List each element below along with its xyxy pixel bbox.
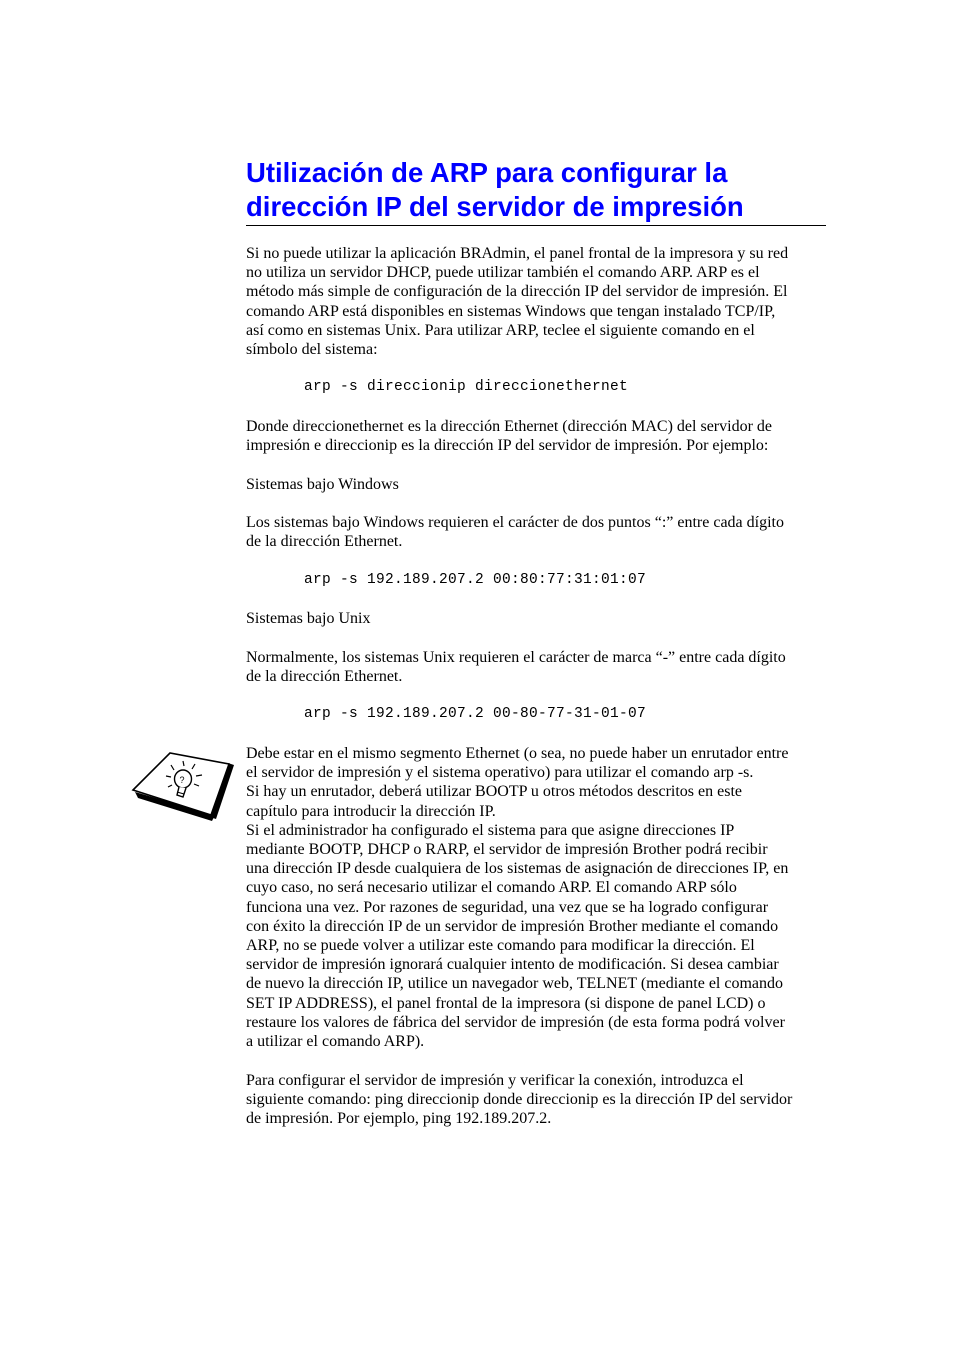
text-line: capítulo para introducir la dirección IP. (246, 802, 496, 820)
text-line: con éxito la dirección IP de un servidor de impresión Brother mediante el comando (246, 917, 779, 935)
text-line: impresión e direccionip es la dirección IP del servidor de impresión. Por ejemplo: (246, 437, 769, 455)
command-windows: arp -s 192.189.207.2 00:80:77:31:01:07 (304, 572, 647, 588)
text-line: de nuevo la dirección IP, utilice un navegador web, TELNET (mediante el comando (246, 975, 784, 993)
text-line: mediante BOOTP, DHCP o RARP, el servidor de impresión Brother podrá recibir (246, 841, 768, 859)
text-line: el servidor de impresión y el sistema operativo) para utilizar el comando arp -s. (246, 764, 754, 782)
intro-paragraph (246, 244, 826, 359)
lightbulb-hint-icon (130, 745, 234, 823)
text-line: servidor de impresión ignorará cualquier intento de modificación. Si desea cambiar (246, 956, 779, 974)
svg-text:?: ? (179, 775, 185, 785)
command-unix: arp -s 192.189.207.2 00-80-77-31-01-07 (304, 706, 647, 722)
text-line: ARP, no se puede volver a utilizar este comando para modificar la dirección. El (246, 937, 755, 955)
text-line: Si el administrador ha configurado el sistema para que asigne direcciones IP (246, 821, 735, 839)
note-paragraph (246, 744, 826, 1051)
text-line: comando ARP está disponibles en sistemas Windows que tengan instalado TCP/IP, (246, 302, 776, 320)
text-line: Si hay un enrutador, deberá utilizar BOOTP u otros métodos descritos en este (246, 783, 742, 801)
text-line: funciona una vez. Por razones de seguridad, una vez que se ha logrado configurar (246, 898, 769, 916)
text-line: de la dirección Ethernet. (246, 533, 403, 551)
text-line: método más simple de configuración de la dirección IP del servidor de impresión. El (246, 283, 788, 301)
text-line: Normalmente, los sistemas Unix requieren el carácter de marca “-” entre cada dígito (246, 649, 786, 666)
text-line: de impresión. Por ejemplo, ping 192.189.207.2. (246, 1110, 552, 1128)
text-line: una dirección IP desde cualquiera de los sistemas de asignación de direcciones IP, en (246, 860, 789, 878)
text-line: no utiliza un servidor DHCP, puede utilizar también el comando ARP. ARP es el (246, 264, 760, 282)
page-title-line-2: dirección IP del servidor de impresión (246, 191, 744, 222)
unix-paragraph (246, 648, 826, 686)
text-line: Para configurar el servidor de impresión y verificar la conexión, introduzca el (246, 1072, 744, 1089)
text-line: siguiente comando: ping direccionip donde direccionip es la dirección IP del servidor (246, 1091, 793, 1109)
page-title-line-1: Utilización de ARP para configurar la (246, 157, 728, 188)
text-line: a utilizar el comando ARP). (246, 1033, 425, 1051)
text-line: SET IP ADDRESS), el panel frontal de la impresora (si dispone de panel LCD) o (246, 994, 766, 1012)
text-line: Si no puede utilizar la aplicación BRAdmin, el panel frontal de la impresora y su red (246, 245, 789, 262)
text-line: de la dirección Ethernet. (246, 668, 403, 686)
text-line: restaure los valores de fábrica del servidor de impresión (de esta forma podrá volver (246, 1013, 785, 1031)
command-generic: arp -s direccionip direccionethernet (304, 379, 629, 395)
page-title (246, 156, 826, 226)
text-line: Debe estar en el mismo segmento Ethernet (o sea, no puede haber un enrutador entre (246, 745, 789, 762)
text-line: así como en sistemas Unix. Para utilizar ARP, teclee el siguiente comando en el (246, 321, 755, 339)
unix-heading: Sistemas bajo Unix (246, 610, 371, 627)
windows-paragraph (246, 513, 826, 551)
explanation-paragraph (246, 417, 826, 455)
text-line: símbolo del sistema: (246, 341, 378, 359)
text-line: cuyo caso, no será necesario utilizar el comando ARP. El comando ARP sólo (246, 879, 737, 897)
text-line: Los sistemas bajo Windows requieren el carácter de dos puntos “:” entre cada dígito (246, 514, 784, 531)
text-line: Donde direccionethernet es la dirección Ethernet (dirección MAC) del servidor de (246, 418, 773, 435)
ping-paragraph (246, 1071, 826, 1129)
windows-heading: Sistemas bajo Windows (246, 476, 399, 493)
